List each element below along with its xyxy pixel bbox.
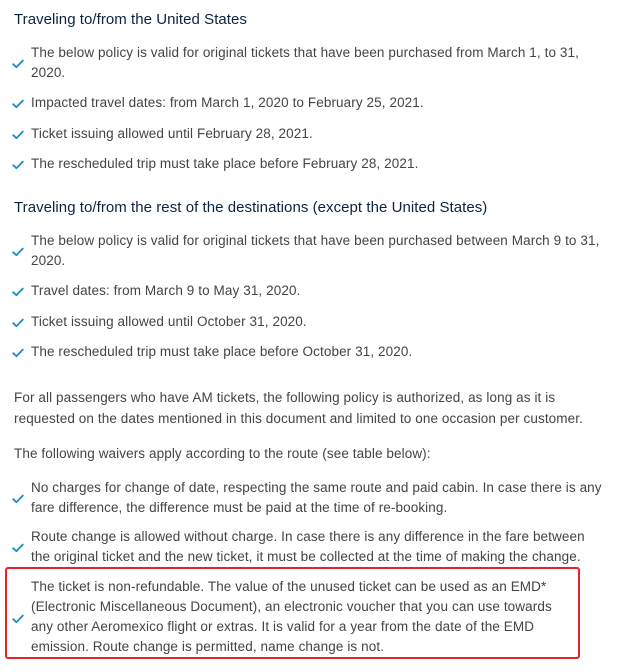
section-heading-rest: Traveling to/from the rest of the destinations (except the United States) [14, 199, 488, 216]
list-item-text: No charges for change of date, respecting the same route and paid cabin. In case there is any fare difference, the difference must be paid at the time of re-booking. [31, 480, 602, 515]
list-item-text: Route change is allowed without charge. In case there is any difference in the fare between the original ticket and the new ticket, it must be collected at the time of making the change. [31, 529, 585, 564]
check-icon [12, 59, 24, 69]
list-item-text: Ticket issuing allowed until October 31, 2020. [31, 314, 307, 329]
check-icon [12, 318, 24, 328]
list-item-text: The ticket is non-refundable. The value of the unused ticket can be used as an EMD* (Electronic Miscellaneous Document), an electronic voucher that you can use towards any other Aeromexico flight or extras. It is valid for a year from the date of the EMD emission. Route change is permitted, name change is not. [31, 579, 552, 654]
check-icon [12, 160, 24, 170]
check-icon [12, 247, 24, 257]
policy-paragraph: For all passengers who have AM tickets, the following policy is authorized, as long as it is requested on the dates mentioned in this document and limited to one occasion per customer. [14, 390, 583, 426]
check-icon [12, 130, 24, 140]
check-icon [12, 543, 24, 553]
list-item-text: The below policy is valid for original tickets that have been purchased from March 1, to 31, 2020. [31, 45, 579, 80]
list-item-text: Ticket issuing allowed until February 28, 2021. [31, 126, 313, 141]
list-item-text: Travel dates: from March 9 to May 31, 2020. [31, 283, 301, 298]
list-item-text: The rescheduled trip must take place before February 28, 2021. [31, 156, 419, 171]
list-item-text: Impacted travel dates: from March 1, 2020 to February 25, 2021. [31, 95, 424, 110]
highlight-annotation-box [5, 567, 580, 659]
list-item-text: The rescheduled trip must take place before October 31, 2020. [31, 344, 413, 359]
check-icon [12, 494, 24, 504]
list-item-text: The below policy is valid for original tickets that have been purchased between March 9 to 31, 2020. [31, 233, 600, 268]
waivers-intro: The following waivers apply according to the route (see table below): [14, 446, 431, 461]
check-icon [12, 287, 24, 297]
section-heading-us: Traveling to/from the United States [14, 11, 247, 28]
check-icon [12, 99, 24, 109]
check-icon [12, 348, 24, 358]
